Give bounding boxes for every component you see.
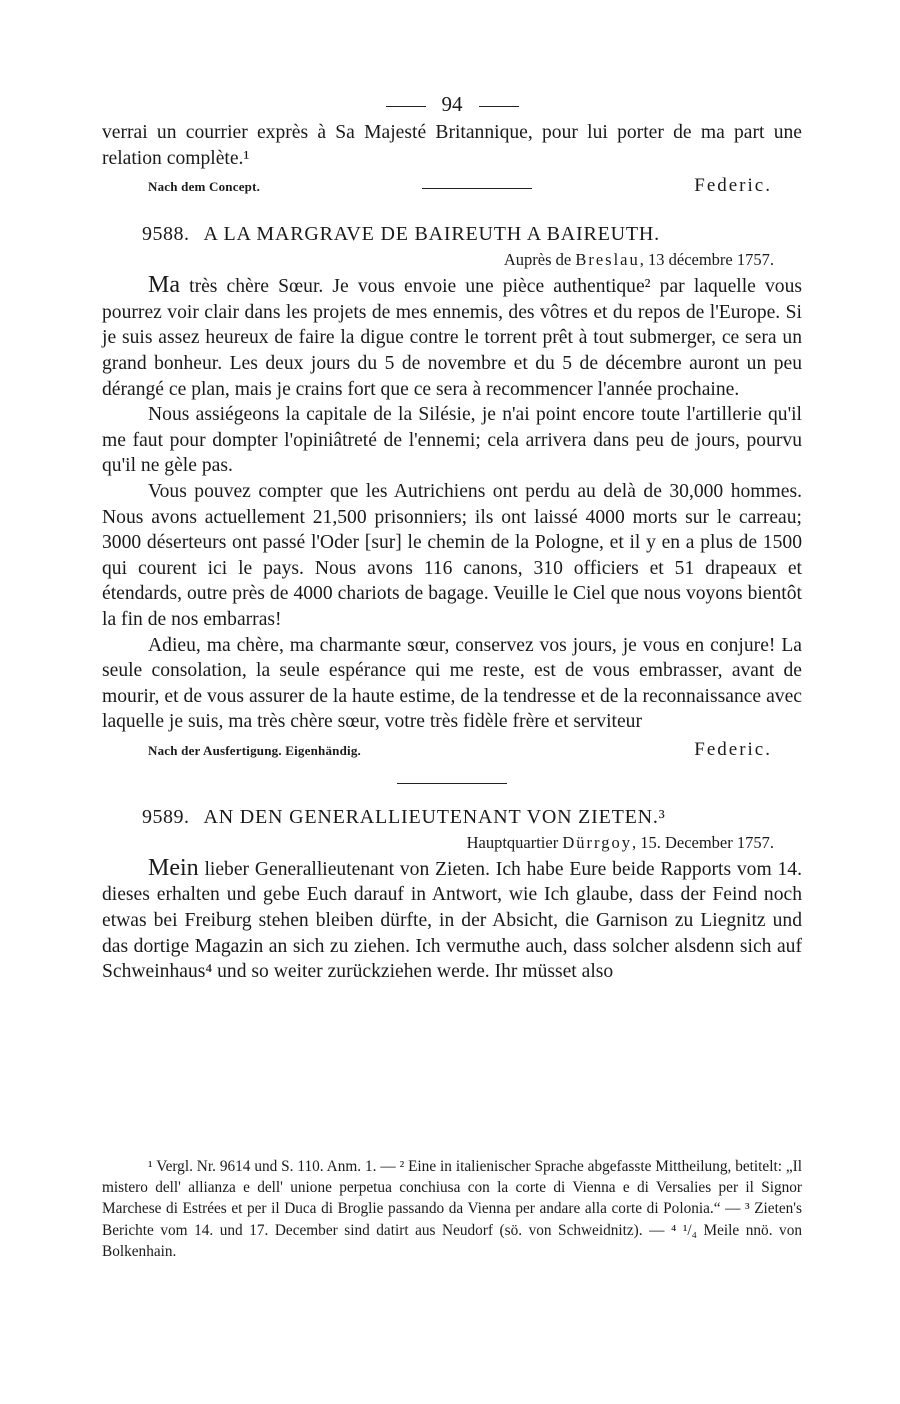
- letter-9589-dateline: [102, 833, 802, 853]
- continuation-signature: Federic.: [694, 175, 772, 197]
- initial-word: Ma: [148, 272, 180, 299]
- header-dash-left: [386, 106, 426, 107]
- letter-9588-signature: Federic.: [694, 738, 772, 760]
- letter-9589-number: 9589.: [142, 805, 190, 828]
- initial-word: Mein: [148, 854, 199, 881]
- letter-9589-heading: [102, 806, 802, 829]
- letter-9588-source-note: Nach der Ausfertigung. Eigenhändig.: [148, 742, 361, 758]
- page-body: [102, 88, 802, 985]
- continuation-source-row: [102, 175, 802, 197]
- dateline-date: , 15. December 1757.: [631, 832, 774, 852]
- letter-9588-paragraph-2: Nous assiégeons la capitale de la Silésie, je n'ai point encore toute l'artillerie qu'il me faut pour dompter l'opiniâtreté de l'ennemi; cela arrivera dans peu de jours, pourvu qu'il ne gèle pas.: [102, 404, 802, 477]
- dateline-date: , 13 décembre 1757.: [639, 250, 774, 270]
- dateline-place: Dürrgoy: [562, 832, 632, 852]
- paragraph-text: très chère Sœur. Je vous envoie une pièce authentique² par laquelle vous pourrez voir clair dans les projets de mes ennemis, des vôtres et du repos de l'Europe. Si je suis assez heureux de faire la digue contre le torrent prêt à tout submerger, ce sera un grand bonheur. Les deux jours du 5 de novembre et du 5 de décembre auront un peu dérangé ce plan, mais je crains fort que ce sera à recommencer l'année prochaine.: [102, 276, 802, 400]
- page-number: 94: [441, 92, 463, 116]
- continuation-source-note: Nach dem Concept.: [148, 179, 261, 195]
- letter-9588-paragraph-1: [102, 273, 802, 402]
- letter-9589-title: AN DEN GENERALLIEUTENANT VON ZIETEN.³: [203, 805, 666, 828]
- header-dash-right: [479, 106, 519, 107]
- letter-9588-paragraph-4: Adieu, ma chère, ma charmante sœur, conservez vos jours, je vous en conjure! La seule consolation, la seule espérance qui me reste, est de vous embrasser, avant de mourir, et de vous assurer de la haute estime, de la tendresse et de la reconnaissance avec laquelle je suis, ma très chère sœur, votre très fidèle frère et serviteur: [102, 634, 802, 733]
- dateline-prefix: Auprès de: [503, 250, 576, 270]
- letter-9588-heading: [102, 223, 802, 246]
- dateline-place: Breslau: [575, 250, 640, 270]
- footnote-text: ¹ Vergl. Nr. 9614 und S. 110. Anm. 1. — ² Eine in italienischer Sprache abgefasste Mittheilung, betitelt: „Il mistero dell' allianza e dell' unione perpetua conchiusa con la corte di Vienna e di Versalies per il Signor Marchese di Estrées et per il Duca di Broglie passando da Vienna per andare alla corte di Polonia.“ — ³ Zieten's Berichte vom 14. und 17. December sind datirt aus Neudorf (sö. von Schweidnitz). — ⁴ ¹/₄ Meile nnö. von Bolkenhain.: [102, 1158, 802, 1260]
- letter-9588-number: 9588.: [142, 223, 190, 246]
- paragraph-text: lieber Generallieutenant von Zieten. Ich habe Eure beide Rapports vom 14. dieses erhalten und gebe Euch darauf in Antwort, wie Ich glaube, dass der Feind noch etwas bei Freiburg stehen bleiben dürfte, in der Absicht, die Garnison zu Liegnitz und das dortige Magazin an sich zu ziehen. Ich vermuthe auch, dass solcher alsdenn sich auf Schweinhaus⁴ und so weiter zurückziehen werde. Ihr müsset also: [102, 858, 802, 983]
- section-divider: [397, 783, 507, 784]
- letter-9588-dateline: [102, 250, 802, 270]
- letter-9588-paragraph-3: Vous pouvez compter que les Autrichiens ont perdu au delà de 30,000 hommes. Nous avons actuellement 21,500 prisonniers; ils ont laissé 4000 morts sur le carreau; 3000 déserteurs ont passé l'Oder [sur] le chemin de la Pologne, et il y en a plus de 1500 qui courent ici le pays. Nous avons 116 canons, 310 officiers et 51 drapeaux et étendards, outre près de 4000 chariots de bagage. Veuille le Ciel que nous voyons bientôt la fin de nos embarras!: [102, 480, 802, 630]
- section-divider: [422, 188, 532, 189]
- letter-9588-source-row: [102, 739, 802, 761]
- page-header: [102, 88, 802, 120]
- dateline-prefix: Hauptquartier: [466, 832, 563, 852]
- continuation-text: verrai un courrier exprès à Sa Majesté Britannique, pour lui porter de ma part une relation complète.¹: [102, 122, 802, 169]
- letter-9588-title: A LA MARGRAVE DE BAIREUTH A BAIREUTH.: [203, 223, 660, 246]
- letter-9589-paragraph-1: [102, 856, 802, 985]
- footnotes: [102, 1156, 802, 1262]
